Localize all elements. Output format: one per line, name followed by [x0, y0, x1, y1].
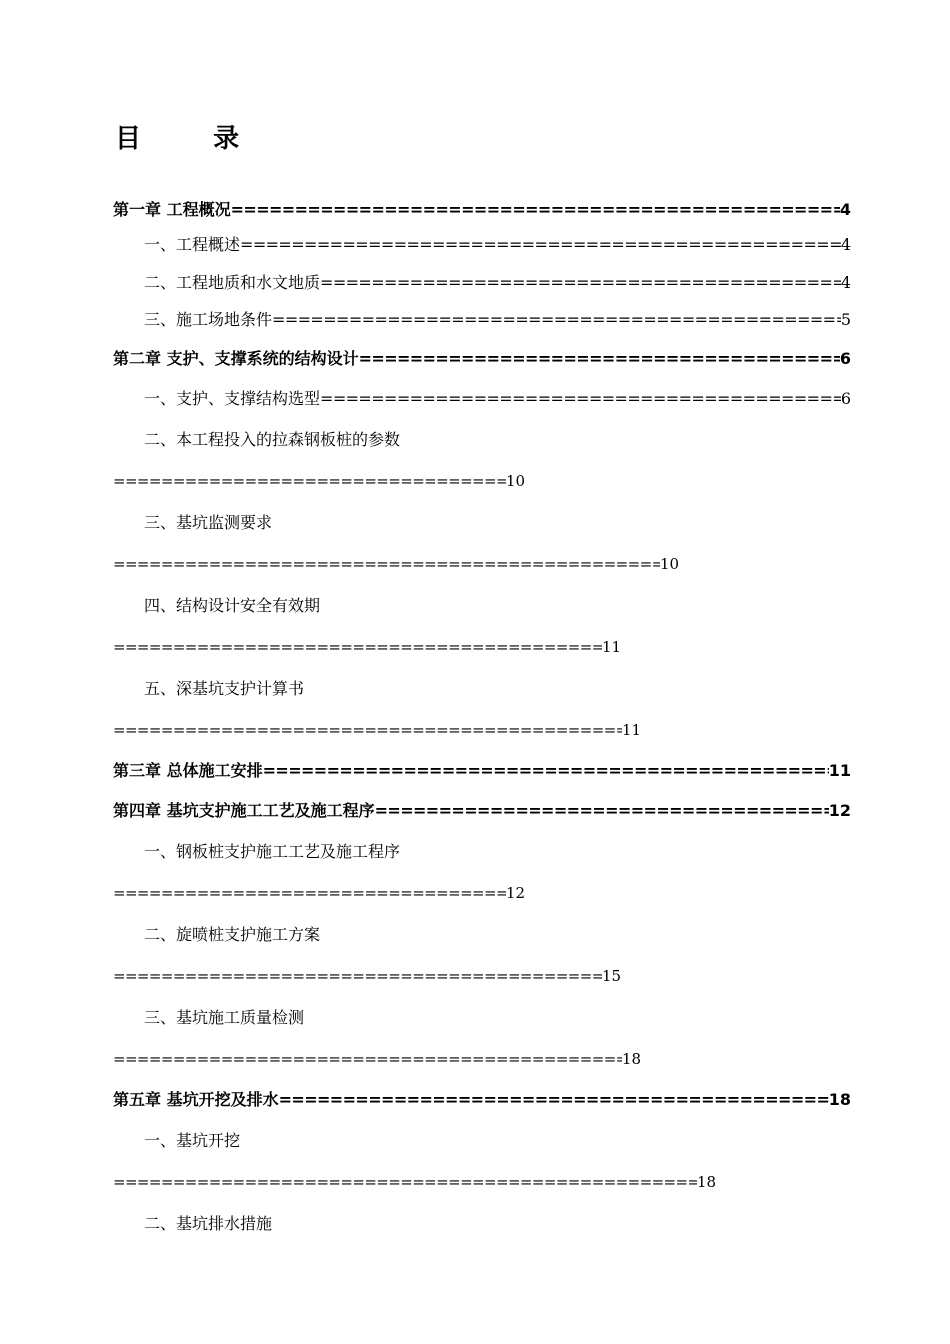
- leader-line: [113, 962, 602, 990]
- toc-section-2-1[interactable]: [144, 385, 851, 413]
- toc-section-2-4[interactable]: 四、结构设计安全有效期: [144, 596, 321, 615]
- leader-line: [113, 467, 506, 495]
- toc-title: 目 录: [115, 124, 258, 154]
- toc-page-number: 10: [660, 555, 680, 573]
- toc-chapter-2[interactable]: [113, 345, 851, 373]
- toc-entry-label: 第一章 工程概况: [113, 200, 231, 219]
- leader-line: [272, 306, 841, 334]
- toc-entry-label: 第三章 总体施工安排: [113, 761, 263, 780]
- toc-section-4-1[interactable]: 一、钢板桩支护施工工艺及施工程序: [144, 842, 401, 861]
- toc-section-2-5[interactable]: 五、深基坑支护计算书: [144, 679, 305, 698]
- leader-line: [359, 345, 840, 373]
- toc-section-1-1[interactable]: [144, 231, 851, 259]
- toc-chapter-1[interactable]: [113, 196, 851, 224]
- toc-section-1-2[interactable]: [144, 269, 851, 297]
- leader-line: [113, 633, 602, 661]
- toc-chapter-3[interactable]: [113, 757, 851, 785]
- leader-line: [113, 716, 622, 744]
- toc-section-4-1-leader[interactable]: [113, 879, 533, 907]
- toc-section-5-1[interactable]: 一、基坑开挖: [144, 1131, 241, 1150]
- toc-chapter-5[interactable]: [113, 1086, 851, 1114]
- toc-section-1-3[interactable]: [144, 306, 851, 334]
- toc-chapter-4[interactable]: [113, 797, 851, 825]
- toc-page-number: 11: [602, 638, 622, 656]
- toc-section-2-3[interactable]: 三、基坑监测要求: [144, 513, 273, 532]
- toc-section-5-1-leader[interactable]: [113, 1168, 719, 1196]
- toc-page-number: 18: [828, 1090, 851, 1109]
- toc-entry-label: 第二章 支护、支撑系统的结构设计: [113, 349, 359, 368]
- toc-section-2-2-leader[interactable]: [113, 467, 533, 495]
- leader-line: [113, 1168, 697, 1196]
- toc-page-number: 4: [840, 235, 851, 254]
- toc-page-number: 4: [840, 273, 851, 292]
- toc-page-number: 12: [506, 884, 526, 902]
- toc-page-number: 6: [839, 349, 851, 368]
- toc-section-2-2[interactable]: 二、本工程投入的拉森钢板桩的参数: [144, 430, 401, 449]
- leader-line: [240, 231, 841, 259]
- toc-section-2-5-leader[interactable]: [113, 716, 643, 744]
- toc-section-2-4-leader[interactable]: [113, 633, 623, 661]
- toc-section-5-2[interactable]: 二、基坑排水措施: [144, 1214, 273, 1233]
- leader-line: [113, 1045, 622, 1073]
- toc-page-number: 18: [622, 1050, 642, 1068]
- toc-page-number: 15: [602, 967, 622, 985]
- leader-line: [263, 757, 829, 785]
- leader-line: [375, 797, 829, 825]
- toc-section-2-3-leader[interactable]: [113, 550, 688, 578]
- leader-line: [320, 385, 841, 413]
- toc-section-4-2-leader[interactable]: [113, 962, 623, 990]
- toc-section-4-3[interactable]: 三、基坑施工质量检测: [144, 1008, 305, 1027]
- leader-line: [113, 879, 506, 907]
- leader-line: [279, 1086, 829, 1114]
- toc-entry-label: 三、施工场地条件: [144, 310, 273, 329]
- leader-line: [231, 196, 840, 224]
- toc-page-number: 11: [828, 761, 851, 780]
- toc-page-number: 5: [840, 310, 851, 329]
- toc-entry-label: 第五章 基坑开挖及排水: [113, 1090, 279, 1109]
- toc-section-4-3-leader[interactable]: [113, 1045, 643, 1073]
- toc-entry-label: 第四章 基坑支护施工工艺及施工程序: [113, 801, 375, 820]
- toc-page-number: 18: [697, 1173, 717, 1191]
- toc-section-4-2[interactable]: 二、旋喷桩支护施工方案: [144, 925, 321, 944]
- toc-entry-label: 二、工程地质和水文地质: [144, 273, 321, 292]
- toc-page-number: 6: [840, 389, 851, 408]
- toc-page-number: 11: [622, 721, 642, 739]
- toc-page-number: 4: [839, 200, 851, 219]
- toc-page-number: 12: [828, 801, 851, 820]
- toc-entry-label: 一、工程概述: [144, 235, 241, 254]
- leader-line: [113, 550, 660, 578]
- leader-line: [320, 269, 841, 297]
- toc-entry-label: 一、支护、支撑结构选型: [144, 389, 321, 408]
- toc-page-number: 10: [506, 472, 526, 490]
